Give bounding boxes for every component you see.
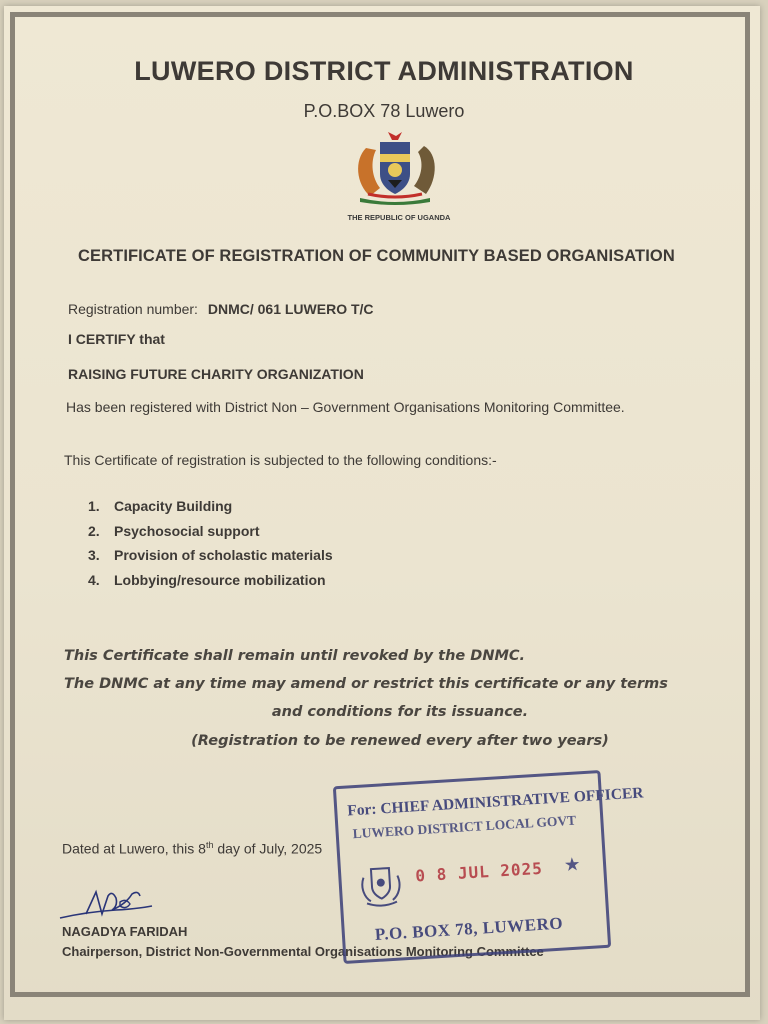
registration-number: DNMC/ 061 LUWERO T/C	[207, 301, 374, 317]
amendment-remark-cont: and conditions for its issuance.	[271, 704, 529, 720]
stamp-district-line: LUWERO DISTRICT LOCAL GOVT	[352, 812, 577, 842]
registration-line	[68, 301, 374, 317]
certify-text: I CERTIFY that	[68, 331, 165, 347]
condition-item: 4. Lobbying/resource mobilization	[88, 571, 326, 588]
stamp-emblem-icon	[357, 861, 406, 910]
dated-line: Dated at Luwero, this 8th day of July, 2025	[62, 840, 323, 857]
stamp-officer-line: For: CHIEF ADMINISTRATIVE OFFICER	[346, 784, 644, 820]
condition-item: 1. Capacity Building	[88, 498, 233, 514]
organization-name: RAISING FUTURE CHARITY ORGANIZATION	[68, 366, 364, 382]
star-icon: ★	[564, 856, 580, 875]
signer-name: NAGADYA FARIDAH	[62, 924, 188, 939]
signer-title: Chairperson, District Non-Governmental Organisations Monitoring Committee	[62, 944, 544, 959]
official-stamp	[333, 770, 644, 964]
stamp-date: 0 8 JUL 2025	[414, 858, 544, 886]
district-title: LUWERO DISTRICT ADMINISTRATION	[134, 56, 634, 86]
registration-statement: Has been registered with District Non – Government Organisations Monitoring Committee.	[66, 399, 625, 415]
renewal-remark: (Registration to be renewed every after two years)	[191, 733, 609, 749]
signature-icon	[56, 884, 156, 926]
certificate-heading: CERTIFICATE OF REGISTRATION OF COMMUNITY BASED ORGANISATION	[78, 247, 675, 265]
conditions-intro: This Certificate of registration is subjected to the following conditions:-	[64, 452, 497, 468]
validity-remark: This Certificate shall remain until revoked by the DNMC.	[64, 648, 526, 664]
coat-caption: THE REPUBLIC OF UGANDA	[347, 213, 451, 222]
stamp-po-box: P.O. BOX 78, LUWERO	[374, 913, 564, 945]
conditions-list	[88, 498, 333, 596]
condition-item: 2. Psychosocial support	[88, 522, 260, 539]
registration-label: Registration number:	[68, 301, 198, 317]
amendment-remark: The DNMC at any time may amend or restrict this certificate or any terms	[64, 676, 668, 692]
po-box-address: P.O.BOX 78 Luwero	[303, 101, 465, 121]
coat-of-arms-icon	[340, 128, 450, 208]
condition-item: 3. Provision of scholastic materials	[88, 547, 333, 563]
